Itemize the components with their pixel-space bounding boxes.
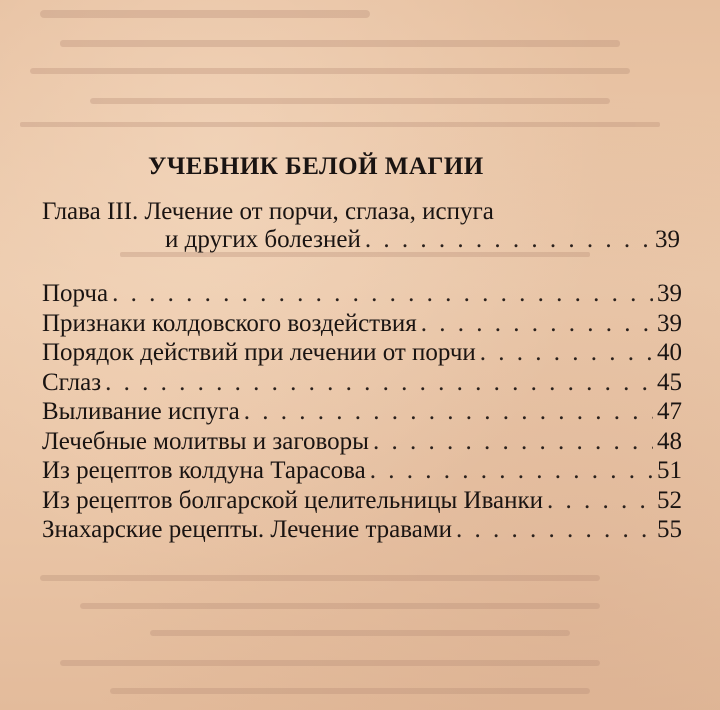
chapter-heading-text: и других болезней [165,226,361,253]
toc-entry-title: Знахарские рецепты. Лечение травами [42,516,453,543]
toc-entry-page: 48 [657,427,682,455]
toc-entry [42,369,682,399]
toc-entry-title: Выливание испуга [42,398,240,425]
toc-entry-title: Из рецептов колдуна Тарасова [42,457,366,484]
toc-entry-title: Из рецептов болгарской целительницы Иванки [42,486,544,514]
leader-dots [547,487,653,515]
leader-dots [370,457,653,485]
leader-dots [421,310,653,338]
leader-dots [456,516,653,544]
leader-dots [112,280,653,308]
toc-entry [42,310,682,340]
toc-entry-page: 55 [657,516,682,543]
toc-entry-title: Лечебные молитвы и заговоры [42,427,369,455]
chapter-page-number: 39 [655,226,680,253]
toc-entry-page: 39 [657,309,682,337]
book-title: УЧЕБНИК БЕЛОЙ МАГИИ [148,153,484,180]
toc-entry-title: Сглаз [42,368,102,396]
chapter-heading: Глава III. Лечение от порчи, сглаза, испуга [42,198,494,225]
toc-entry-page: 51 [657,457,682,484]
toc-entry [42,280,682,310]
toc-entry [42,428,682,458]
toc-entry [42,516,682,546]
toc-entry-page: 39 [657,280,682,307]
toc-entry [42,339,682,369]
toc-entry-title: Порча [42,280,109,307]
leader-dots [480,339,653,367]
chapter-heading-continuation [165,226,680,254]
leader-dots [365,226,651,254]
leader-dots [244,398,653,426]
toc-entry-page: 47 [657,398,682,425]
toc-entry-page: 45 [657,368,682,396]
toc-entry [42,487,682,517]
toc-entry [42,457,682,487]
toc-entry [42,398,682,428]
toc-entry-title: Порядок действий при лечении от порчи [42,339,476,366]
toc-entry-title: Признаки колдовского воздействия [42,309,417,337]
toc-entry-page: 40 [657,339,682,366]
toc-entry-page: 52 [657,486,682,514]
leader-dots [373,428,653,456]
toc-entries [42,280,682,546]
leader-dots [105,369,653,397]
